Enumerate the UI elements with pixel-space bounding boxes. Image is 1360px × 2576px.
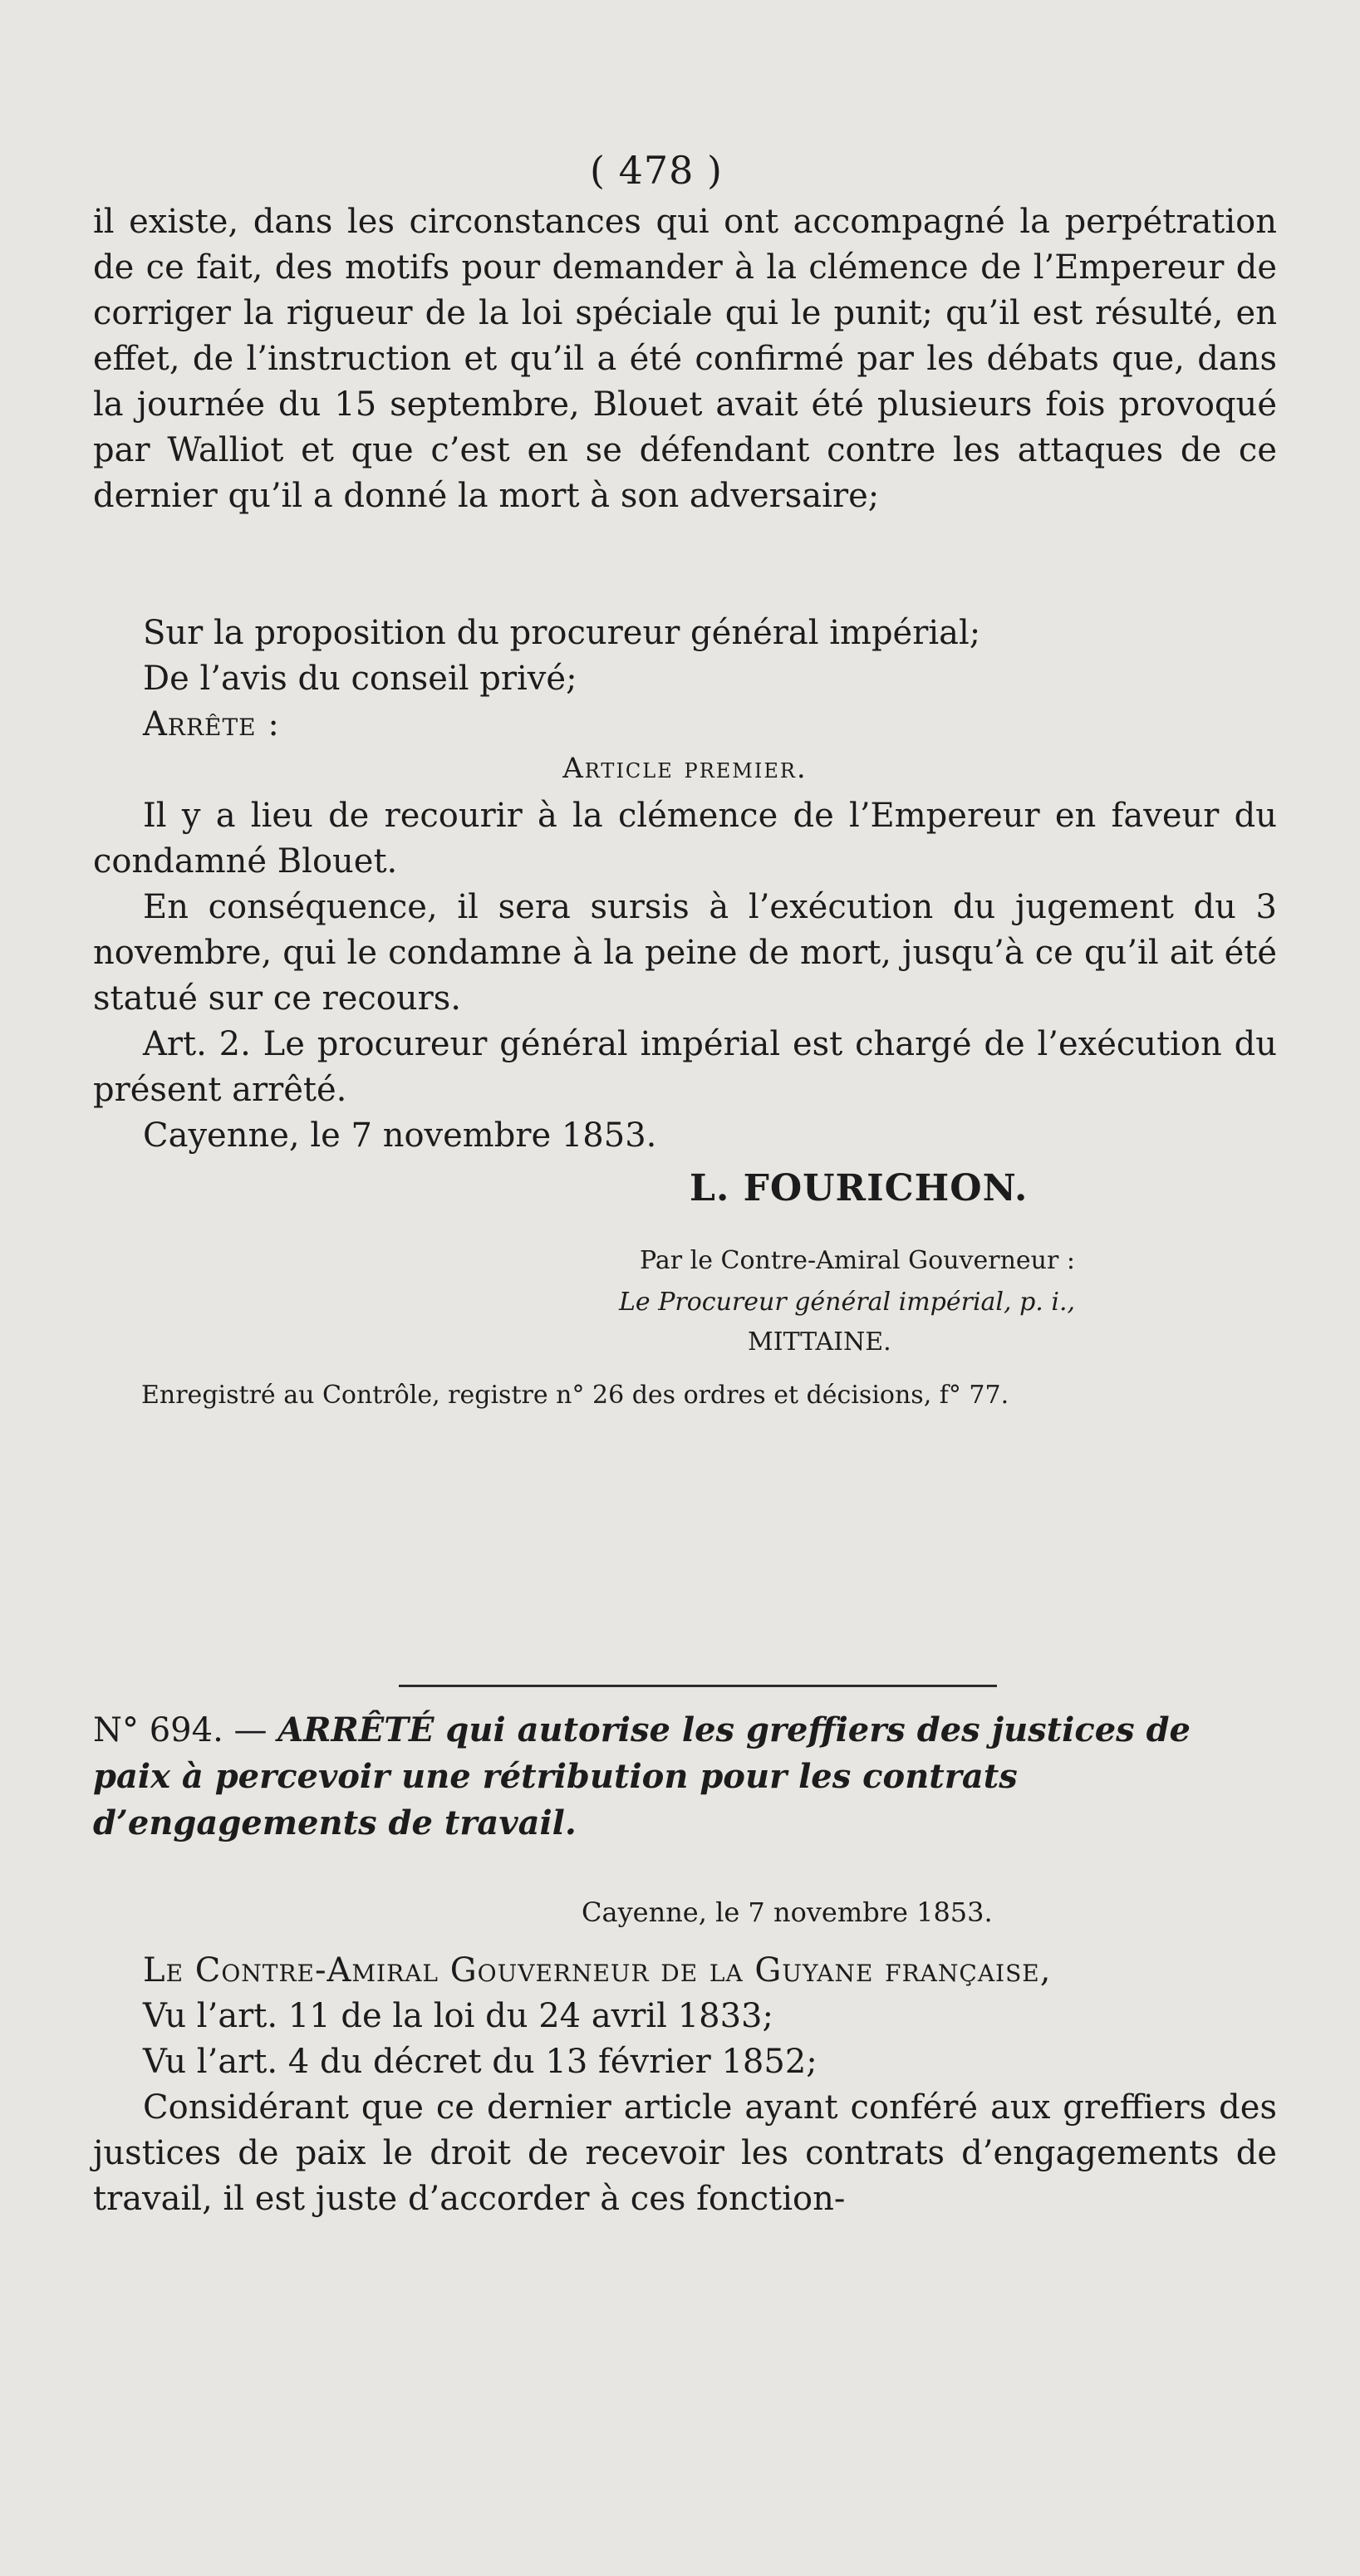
paragraph-9: Vu l’art. 4 du décret du 13 février 1852;	[143, 2043, 817, 2081]
arrete-label: Arrête :	[143, 705, 280, 743]
signature-by-line: Par le Contre-Amiral Gouverneur :	[640, 1246, 1075, 1275]
heading-title: ARRÊTÉ qui autorise les greffiers des justices de paix à percevoir une rétribution pour les contrats d’engagements de travail.	[93, 1710, 1191, 1842]
section-divider	[399, 1685, 997, 1687]
article-heading: Article premier.	[562, 752, 808, 785]
registration-note: Enregistré au Contrôle, registre n° 26 des ordres et décisions, f° 77.	[141, 1381, 1009, 1410]
section-heading	[93, 1707, 1277, 1847]
signature-fourichon: L. FOURICHON.	[690, 1167, 1029, 1209]
signature-mittaine: MITTAINE.	[748, 1327, 891, 1357]
paragraph-7: Le Contre-Amiral Gouverneur de la Guyane française,	[143, 1951, 1052, 1990]
paragraph-4: Il y a lieu de recourir à la clémence de l’Empereur en faveur du condamné Blouet.	[93, 797, 1277, 881]
paragraph-8: Vu l’art. 11 de la loi du 24 avril 1833;	[143, 1997, 773, 2035]
heading-date: Cayenne, le 7 novembre 1853.	[582, 1896, 993, 1928]
heading-number: N° 694. —	[93, 1711, 268, 1749]
paragraph-2: Sur la proposition du procureur général impérial;	[143, 614, 981, 652]
signature-procureur: Le Procureur général impérial, p. i.,	[619, 1288, 1076, 1317]
paragraph-10: Considérant que ce dernier article ayant conféré aux greffiers des justices de paix le droit de recevoir les contrats d’engagements de travail, il est juste d’accorder à ces fonction-	[93, 2088, 1277, 2218]
paragraph-1: il existe, dans les circonstances qui ont accompagné la perpétration de ce fait, des motifs pour demander à la clémence de l’Empereur de corriger la rigueur de la loi spéciale qui le punit; qu’il est résulté, en effet, de l’instruction et qu’il a été confirmé par les débats que, dans la journée du 15 septembre, Blouet avait été plusieurs fois provoqué par Walliot et que c’est en se défendant contre les attaques de ce dernier qu’il a donné la mort à son adversaire;	[93, 203, 1277, 515]
paragraph-5: En conséquence, il sera sursis à l’exécution du jugement du 3 novembre, qui le condamne à la peine de mort, jusqu’à ce qu’il ait été statué sur ce recours.	[93, 888, 1277, 1018]
page-number: ( 478 )	[590, 148, 723, 193]
date-line: Cayenne, le 7 novembre 1853.	[143, 1116, 657, 1155]
paragraph-6: Art. 2. Le procureur général impérial est chargé de l’exécution du présent arrêté.	[93, 1025, 1277, 1109]
paragraph-3: De l’avis du conseil privé;	[143, 660, 577, 698]
